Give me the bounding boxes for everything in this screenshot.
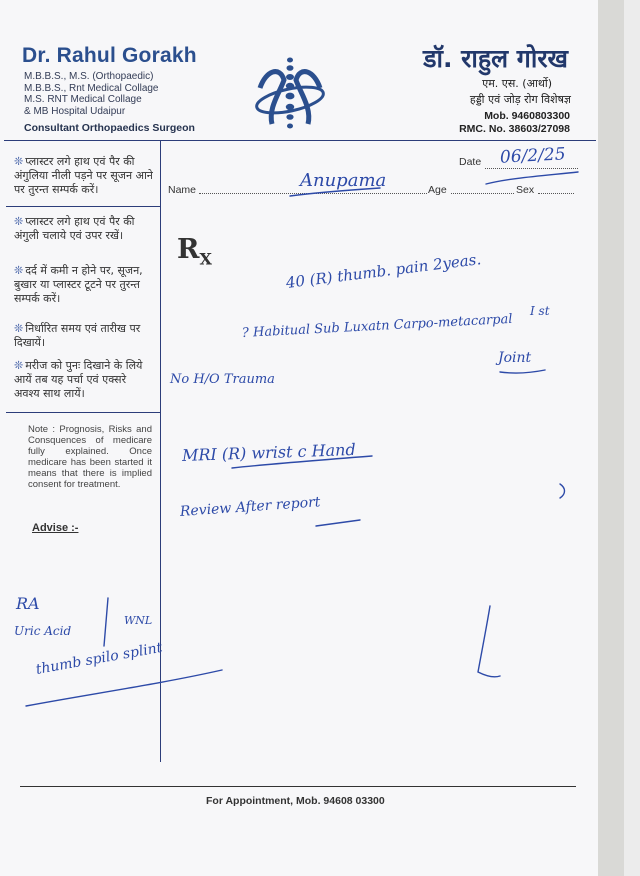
investigation-line: MRI (R) wrist c Hand (181, 439, 356, 465)
qualification-line: M.B.B.S., M.S. (Orthopaedic) (24, 71, 154, 82)
instruction-item: ❊ प्लास्टर लगे हाथ एवं पैर की अंगुलिया नीली पड़ने पर सूजन आने पर तुरन्त सम्पर्क करें। (14, 155, 153, 196)
side-note-ra: RA (16, 594, 40, 613)
complaint-line: 40 (R) thumb. pain 2yeas. (284, 250, 483, 292)
instruction-item: ❊ मरीज को पुनः दिखाने के लिये आयें तब यह पर्चा एवं एक्सरे अवश्य साथ लायें। (14, 359, 143, 400)
date-value: 06/2/25 (499, 144, 567, 168)
bracket-mark (560, 484, 565, 498)
age-label: Age (428, 184, 447, 196)
star-icon: ❊ (14, 359, 24, 372)
name-underline (290, 188, 380, 196)
doctor-name-english: Dr. Rahul Gorakh (22, 44, 197, 67)
star-icon: ❊ (14, 322, 24, 335)
patient-name: Anupama (300, 170, 387, 191)
instruction-item: ❊ निर्धारित समय एवं तारीख पर दिखायें। (14, 322, 141, 349)
diagnosis-line: ? Habitual Sub Luxatn Carpo-metacarpal (241, 311, 513, 341)
rmc-number: RMC. No. 38603/27098 (459, 123, 570, 135)
joint-underline (500, 370, 545, 373)
instruction-item: ❊ प्लास्टर लगे हाथ एवं पैर की अंगुली चलाये एवं उपर रखें। (14, 215, 135, 242)
qualification-line: M.B.B.S., Rnt Medical Collage (24, 82, 159, 94)
specialty-hindi: हड्डी एवं जोड़ रोग विशेषज्ञ (469, 93, 571, 106)
side-note-splint: thumb spilo splint (34, 639, 164, 678)
review-line: Review After report (179, 494, 321, 520)
splint-underline (26, 670, 222, 706)
star-icon: ❊ (14, 155, 24, 168)
star-icon: ❊ (14, 264, 24, 277)
date-label: Date (459, 156, 482, 168)
history-line: No H/O Trauma (170, 372, 275, 387)
instruction-item: ❊ दर्द में कमी न होने पर, सूजन, बुखार या प्लास्टर टूटने पर तुरन्त सम्पर्क करें। (14, 264, 143, 305)
degree-hindi: एम. एस. (आर्थो) (482, 77, 552, 90)
footer-divider (20, 786, 576, 787)
star-icon: ❊ (14, 215, 24, 228)
side-note-uric-acid: Uric Acid (14, 624, 72, 638)
rx-symbol: $R_X$ (177, 234, 212, 269)
investigation-underline (232, 456, 372, 468)
consent-note: Note : Prognosis, Risks and Consquences of medicare fully explained. Once medicare has been started it means that there is implied consent for treatment. (28, 424, 152, 490)
qualification-line: & MB Hospital Udaipur (24, 105, 126, 117)
qualification-line: M.S. RNT Medical Collage (24, 94, 142, 105)
side-divider-stroke (104, 598, 108, 646)
date-underline (486, 172, 578, 184)
mobile-number: Mob. 9460803300 (484, 110, 570, 122)
designation: Consultant Orthopaedics Surgeon (24, 122, 195, 134)
appointment-footer: For Appointment, Mob. 94608 03300 (206, 795, 385, 807)
diagnosis-superscript: I st (530, 304, 550, 318)
diagnosis-subscript: Joint (498, 350, 532, 366)
sex-label: Sex (516, 184, 535, 196)
name-label: Name (168, 184, 197, 196)
review-underline (316, 520, 360, 526)
side-note-wnl: WNL (124, 614, 153, 627)
doctor-name-hindi: डॉ. राहुल गोरख (423, 44, 568, 73)
signature (478, 606, 500, 677)
advise-label: Advise :- (32, 522, 79, 534)
